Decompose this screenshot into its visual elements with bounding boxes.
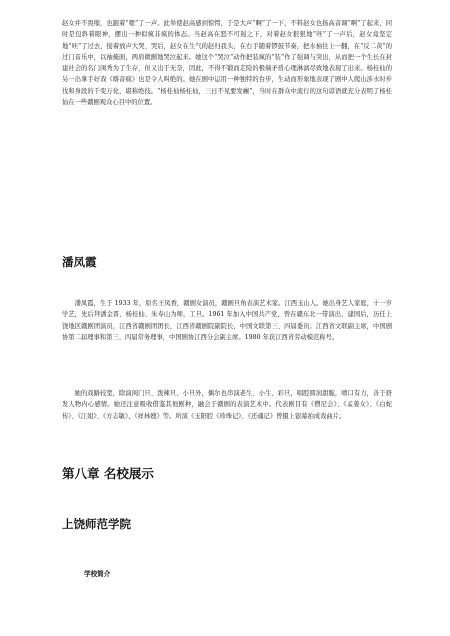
section-heading-pan-fengxia: 潘凤霞 [62, 255, 97, 269]
section-heading-shangrao-normal: 上饶师范学院 [62, 517, 131, 531]
intro-paragraph: 赵女并不畏缩，也跟着“嗯”了一声。此举使赵高感到惊愕，于是大声“啊”了一下，不料赵女也扬高音调“啊”了起来，同时是包斜着眼神，摆出一种似疯非疯的体态。当赵高在怒不可遏之下，对着赵女狠狠地“呸”了一声后，赵女竟坚定地“呸”了过去，接着放声大哭、哭后，赵女在生气的赵归我头，在右手随着锣鼓节奏，把水袖往上一翻，在“反二黄”的过门音乐中，以袖掩面，两肩微颤地哭泣起来。她这个“哭泣”动作把装疯的“装”作了强调与突出，从而把一个生长在封建社会的名门闺秀为了生存，但又出于无奈，因此，不得不锻而走险的极端矛盾心理淋漓尽致地表现了出来。杨桂仙的另一出拿手好戏《喀音疯》也是令人叫绝的。她在剧中运用一种独特的台步，生动而形象地表现了剧中人爬山涉水时步伐和身段的千变万化，堪称绝技。“杨桂仙杨桂仙，三日不见要发癫”，当时在群众中流行的这句谚语就充分表明了杨桂仙在一些赣剧观众心目中的位置。 [62, 20, 392, 107]
chapter-heading: 第八章 名校展示 [62, 466, 154, 481]
pan-repertoire-paragraph: 她的戏路较宽，除演闺门旦、泼辣旦、小旦外，偶尔也串演老生、小生、彩旦，唱腔圆润甜脆，喷口有力，善于挤发人物内心感情。她还注意吸收借鉴其他剧种，融会于赣剧的表演艺术中。代表剧目有《僧尼会》、《孟姜女》、《白蛇传》、《江姐》、《方志敏》、《祥林嫂》等。所演《玉阳腔《珍珠记》、《还魂记》曾摄上银幕拍成戏曲片。 [62, 390, 392, 420]
pan-bio-paragraph: 潘凤霞，生于 1933 年，原名王凤香，赣剧女演员，赣剧旦角表演艺术家。江西玉山人。她出身艺人家庭，十一岁学艺，先后拜潘金晋、杨桂仙、朱寿山为师，工旦。1961 年加入中国共产党，曾在赣东北一带演出，建国后，历任上饶地区赣剧团演员，江西省赣剧团团长，江西省赣剧院副院长，中国文联第三、四届委员；江西省文联副主席，中国剧协第二届理事和第三、四届常务理事，中国剧协江西分会副主席。1980 年获江西省劳动模范称号。 [62, 300, 392, 341]
subheading-school-intro: 学校简介 [84, 570, 111, 578]
